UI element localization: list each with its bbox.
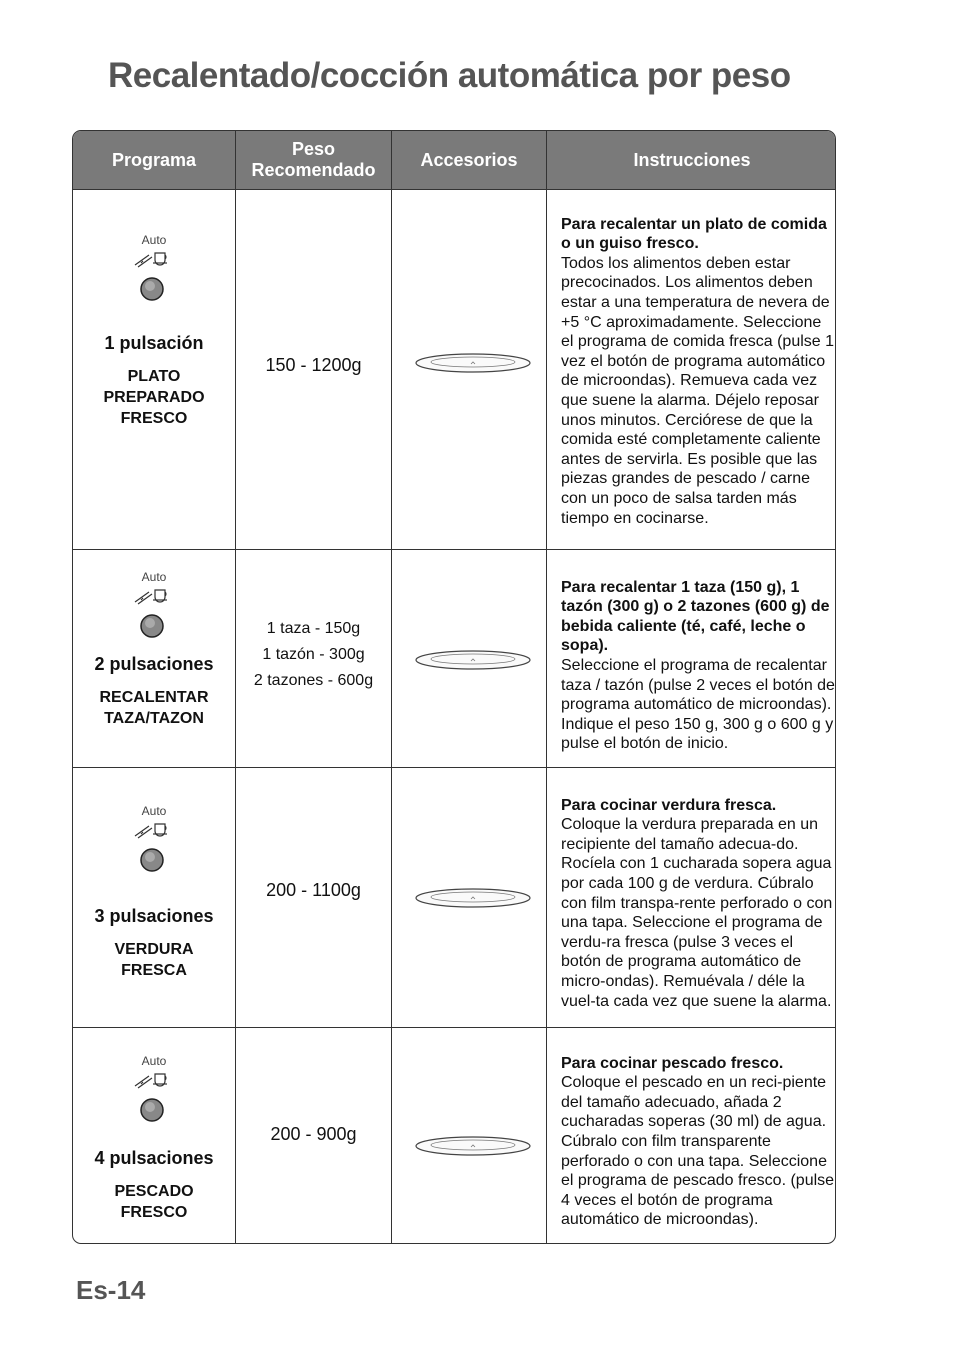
plate-icon (413, 648, 533, 672)
program-cell (73, 804, 235, 981)
plate-icon (413, 886, 533, 910)
table-row (73, 189, 835, 549)
program-name: PLATO PREPARADO FRESCO (103, 368, 205, 427)
program-name: RECALENTAR TAZA/TAZON (99, 689, 209, 727)
header-instrucciones: Instrucciones (633, 149, 751, 170)
instructions-text: Seleccione el programa de recalentar taza / tazón (pulse 2 veces el botón de programa automático de microondas). Indique el peso 150 g, 300 g o 600 g y pulse el botón de inicio. (561, 656, 835, 753)
auto-button-icon (131, 818, 177, 874)
program-cell (73, 1054, 235, 1223)
press-count: 3 pulsaciones (94, 906, 214, 926)
program-name: VERDURA FRESCA (114, 941, 194, 979)
instructions-cell (561, 195, 836, 528)
auto-button-icon (131, 1068, 177, 1124)
table-header (73, 131, 835, 190)
press-count: 4 pulsaciones (94, 1148, 214, 1168)
table-row (73, 550, 835, 767)
table-row (73, 768, 835, 1027)
instructions-heading: Para recalentar 1 taza (150 g), 1 tazón (300 g) o 2 tazones (600 g) de bebida caliente (té, café, leche o sopa). (561, 578, 830, 655)
page-title: Recalentado/cocción automática por peso (108, 56, 791, 95)
program-name: PESCADO FRESCO (114, 1183, 194, 1221)
instructions-cell (561, 776, 836, 1011)
instructions-cell (561, 1034, 836, 1230)
weight-line: 1 tazón - 300g (262, 646, 365, 663)
table-row (73, 1028, 835, 1244)
weight-cell: 150 - 1200g (265, 355, 362, 375)
auto-label: Auto (141, 804, 167, 818)
press-count: 2 pulsaciones (94, 654, 214, 674)
weight-cell: 200 - 1100g (266, 880, 361, 900)
auto-label: Auto (141, 1054, 167, 1068)
auto-label: Auto (141, 233, 167, 247)
plate-icon (413, 351, 533, 375)
auto-button-icon (131, 584, 177, 640)
header-accesorios: Accesorios (420, 149, 518, 170)
press-count: 1 pulsación (104, 333, 204, 353)
instructions-text: Todos los alimentos deben estar precocinados. Los alimentos deben estar a una temperatura de nevera de +5 °C aproximadamente. Seleccione el programa de comida fresca (pulse 1 vez el botón de programa automático de microondas). Remueva cada vez que suene la alarma. Déjelo reposar unos minutos. Cerciórese de que la comida esté completamente caliente antes de servirla. Es posible que las piezas grandes de pescado / carne con un poco de salsa tarden más tiempo en cocinarse. (561, 254, 835, 527)
auto-weight-table (72, 130, 836, 1244)
instructions-cell (561, 558, 836, 754)
weight-cell: 200 - 900g (270, 1124, 357, 1144)
instructions-heading: Para cocinar verdura fresca. (561, 796, 777, 814)
instructions-text: Coloque la verdura preparada en un recipiente del tamaño adecua-do. Rocíela con 1 cucharada sopera agua por cada 100 g de verdura. Cúbralo con film transpa-rente perforado o con una tapa. Seleccione el programa de verdu-ra fresca (pulse 3 veces el botón de programa automático de micro-ondas). Remuévala / déle la vuel-ta cada vez que suene la alarma. (561, 816, 833, 1010)
program-cell (73, 233, 235, 429)
page-number: Es-14 (76, 1275, 146, 1305)
header-programa: Programa (111, 149, 197, 170)
instructions-heading: Para cocinar pescado fresco. (561, 1054, 784, 1072)
program-cell (73, 570, 235, 729)
auto-label: Auto (141, 570, 167, 584)
weight-cell (236, 616, 391, 694)
header-peso: Peso Recomendado (251, 139, 376, 180)
auto-button-icon (131, 247, 177, 303)
plate-icon (413, 1134, 533, 1158)
instructions-text: Coloque el pescado en un reci-piente del tamaño adecuado, añada 2 cucharadas soperas (30 ml) de agua. Cúbralo con film transparente perforado o con una tapa. Seleccione el programa de pescado fresco. (pulse 4 veces el botón de programa automático de microondas). (561, 1074, 835, 1229)
instructions-heading: Para recalentar un plato de comida o un guiso fresco. (561, 215, 827, 253)
weight-line: 1 taza - 150g (266, 620, 361, 637)
weight-line: 2 tazones - 600g (253, 672, 374, 689)
